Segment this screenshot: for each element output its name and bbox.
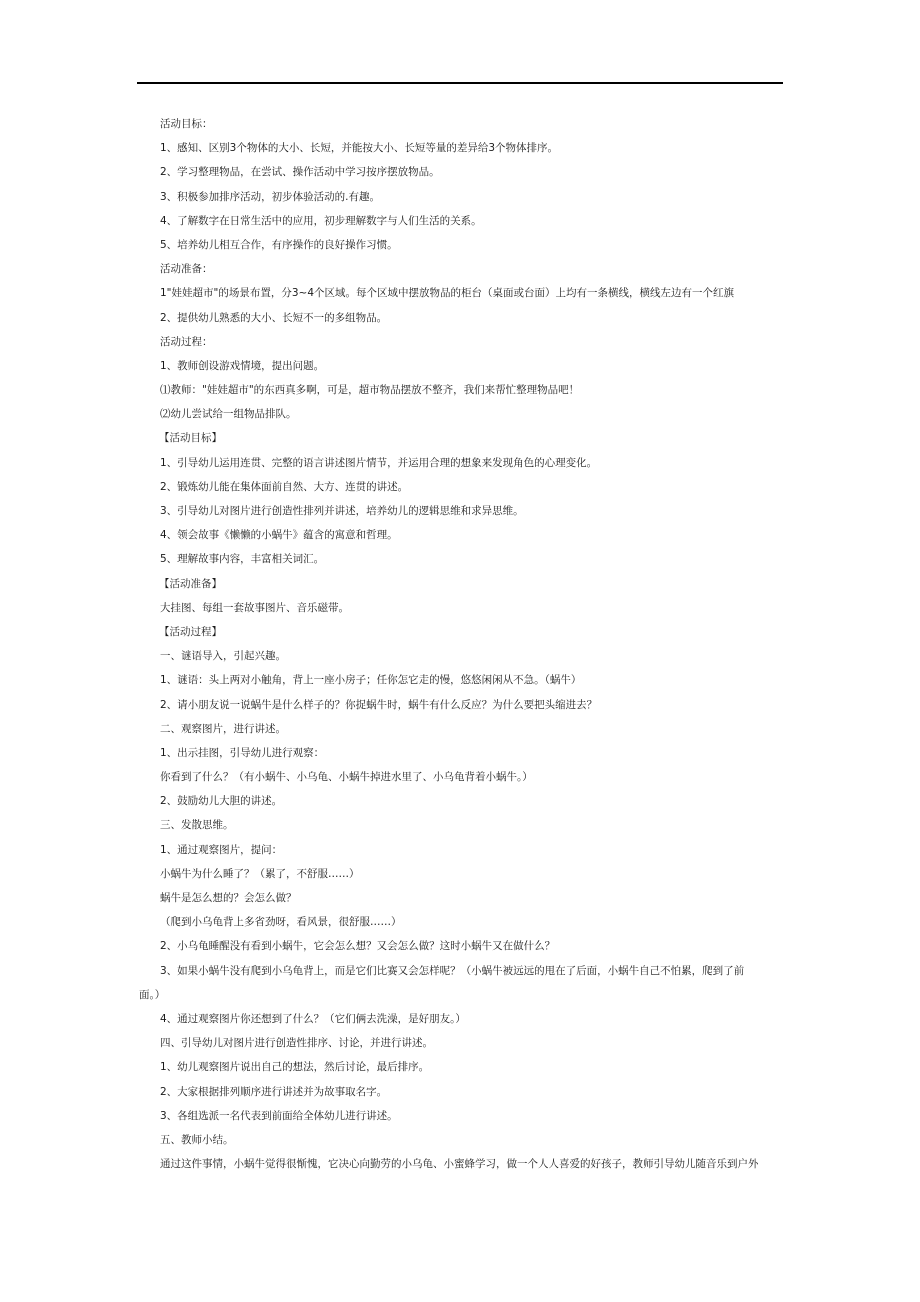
paragraph: 1、引导幼儿运用连贯、完整的语言讲述图片情节，并运用合理的想象来发现角色的心理变化。 (160, 456, 598, 469)
paragraph: 1、幼儿观察图片说出自己的想法，然后讨论，最后排序。 (160, 1061, 430, 1074)
paragraph: 5、培养幼儿相互合作，有序操作的良好操作习惯。 (160, 238, 398, 251)
section-heading: 活动过程： (160, 335, 213, 348)
paragraph: 4、领会故事《懒懒的小蜗牛》蕴含的寓意和哲理。 (160, 529, 398, 542)
paragraph: 蜗牛是怎么想的？会怎么做？ (160, 892, 297, 904)
paragraph: 3、积极参加排序活动，初步体验活动的.有趣。 (160, 190, 381, 203)
section-heading: 【活动目标】 (159, 432, 222, 445)
paragraph: 1、教师创设游戏情境，提出问题。 (160, 359, 325, 372)
paragraph: 3、各组选派一名代表到前面给全体幼儿进行讲述。 (160, 1109, 398, 1122)
header-rule (137, 82, 783, 84)
paragraph: 2、小乌龟睡醒没有看到小蜗牛，它会怎么想？又会怎么做？这时小蜗牛又在做什么？ (160, 940, 556, 953)
section-heading: 【活动过程】 (159, 625, 222, 638)
paragraph: 3、如果小蜗牛没有爬到小乌龟背上，而是它们比赛又会怎样呢？（小蜗牛被远远的甩在了后面，小蜗牛自己不怕累，爬到了前 (160, 964, 745, 977)
paragraph: ⑴教师："娃娃超市"的东西真多啊，可是，超市物品摆放不整齐，我们来帮忙整理物品吧！ (160, 384, 580, 397)
paragraph: 你看到了什么？（有小蜗牛、小乌龟、小蜗牛掉进水里了、小乌龟背着小蜗牛。） (160, 771, 533, 784)
paragraph: 1、出示挂图，引导幼儿进行观察： (160, 746, 325, 759)
section-heading: 活动目标： (160, 118, 213, 130)
document-body (139, 112, 789, 1176)
paragraph: 1、通过观察图片，提问： (160, 843, 283, 856)
paragraph: 1"娃娃超市"的场景布置，分3~4个区域。每个区域中摆放物品的柜台（桌面或台面）上均有一条横线，横线左边有一个红旗 (160, 287, 734, 300)
paragraph: 1、感知、区别3个物体的大小、长短，并能按大小、长短等量的差异给3个物体排序。 (160, 142, 559, 155)
paragraph: 2、大家根据排列顺序进行讲述并为故事取名字。 (160, 1085, 388, 1098)
paragraph: 一、谜语导入，引起兴趣。 (160, 650, 286, 663)
paragraph: 2、学习整理物品，在尝试、操作活动中学习按序摆放物品。 (160, 166, 440, 179)
paragraph: 4、了解数字在日常生活中的应用，初步理解数字与人们生活的关系。 (160, 214, 482, 227)
paragraph: ⑵幼儿尝试给一组物品排队。 (160, 408, 297, 421)
paragraph: （爬到小乌龟背上多省劲呀，看风景，很舒服……） (160, 916, 402, 929)
paragraph: 二、观察图片，进行讲述。 (160, 722, 286, 735)
paragraph: 四、引导幼儿对图片进行创造性排序、讨论，并进行讲述。 (160, 1037, 433, 1050)
paragraph: 4、通过观察图片你还想到了什么？（它们俩去洗澡，是好朋友。） (160, 1012, 466, 1025)
paragraph: 三、发散思维。 (160, 819, 234, 832)
paragraph: 2、请小朋友说一说蜗牛是什么样子的？你捉蜗牛时，蜗牛有什么反应？为什么要把头缩进去？ (160, 698, 598, 711)
section-heading: 活动准备： (160, 263, 213, 276)
paragraph: 大挂图、每组一套故事图片、音乐磁带。 (160, 601, 349, 614)
paragraph: 2、提供幼儿熟悉的大小、长短不一的多组物品。 (160, 311, 388, 324)
paragraph: 2、鼓励幼儿大胆的讲述。 (160, 795, 283, 808)
paragraph: 5、理解故事内容，丰富相关词汇。 (160, 553, 325, 566)
paragraph: 2、锻炼幼儿能在集体面前自然、大方、连贯的讲述。 (160, 480, 409, 493)
paragraph: 通过这件事情，小蜗牛觉得很惭愧，它决心向勤劳的小乌龟、小蜜蜂学习，做一个人人喜爱的好孩子，教师引导幼儿随音乐到户外 (160, 1158, 759, 1171)
paragraph: 1、谜语：头上两对小触角，背上一座小房子；任你怎它走的慢，悠悠闲闲从不急。（蜗牛） (160, 674, 582, 687)
section-heading: 【活动准备】 (159, 577, 222, 590)
paragraph: 小蜗牛为什么睡了？（累了，不舒服……） (160, 867, 360, 880)
paragraph-continuation: 面。） (139, 988, 166, 1001)
paragraph: 五、教师小结。 (160, 1133, 234, 1146)
paragraph: 3、引导幼儿对图片进行创造性排列并讲述，培养幼儿的逻辑思维和求异思维。 (160, 505, 524, 517)
